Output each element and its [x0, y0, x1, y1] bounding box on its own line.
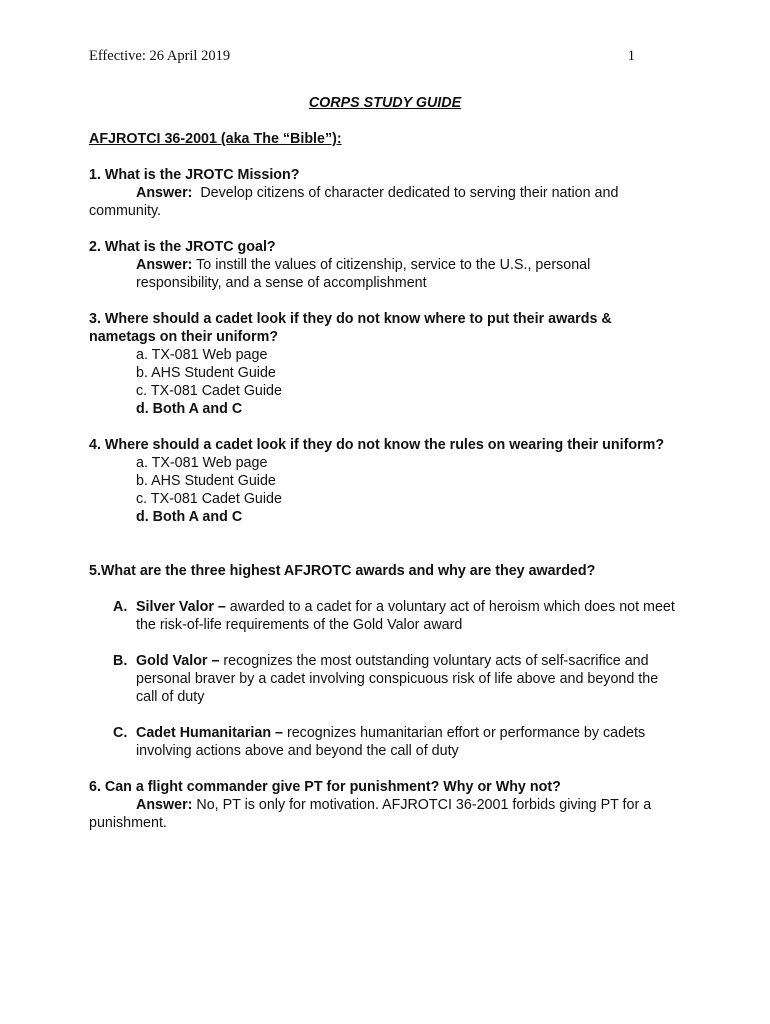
question-text: 4. Where should a cadet look if they do not know the rules on wearing their uniform? [89, 437, 665, 453]
option-d: d. Both A and C [136, 509, 243, 525]
option-b: b. AHS Student Guide [136, 365, 276, 381]
award-name: Cadet Humanitarian – [136, 725, 283, 741]
option-d: d. Both A and C [136, 401, 243, 417]
award-description: awarded to a cadet for a voluntary act of heroism which does not meet the risk-of-life requirements of the Gold Valor award [136, 599, 675, 633]
question-2 [89, 238, 679, 292]
award-name: Gold Valor – [136, 653, 220, 669]
section-subtitle: AFJROTCI 36-2001 (aka The “Bible”): [89, 131, 342, 147]
question-text: 2. What is the JROTC goal? [89, 239, 276, 255]
page-title: CORPS STUDY GUIDE [308, 95, 462, 111]
option-a: a. TX-081 Web page [136, 347, 268, 363]
answer-text: No, PT is only for motivation. AFJROTCI 36-2001 forbids giving PT for a punishment. [89, 797, 652, 831]
award-cadet-humanitarian [113, 724, 679, 760]
option-c: c. TX-081 Cadet Guide [136, 491, 282, 507]
document-body [89, 130, 679, 832]
options-list [89, 346, 679, 418]
answer-text: To instill the values of citizenship, service to the U.S., personal responsibility, and a sense of accomplishment [136, 257, 591, 291]
award-letter: C. [113, 725, 128, 741]
question-text: 6. Can a flight commander give PT for punishment? Why or Why not? [89, 779, 561, 795]
answer [89, 256, 679, 292]
option-c: c. TX-081 Cadet Guide [136, 383, 282, 399]
page-number: 1 [627, 48, 635, 64]
answer-label: Answer: [136, 257, 193, 273]
question-1 [89, 166, 679, 220]
award-letter: A. [113, 599, 128, 615]
option-b: b. AHS Student Guide [136, 473, 276, 489]
answer-label: Answer: [136, 185, 193, 201]
answer [89, 184, 679, 220]
options-list [89, 454, 679, 526]
option-a: a. TX-081 Web page [136, 455, 268, 471]
answer-text: Develop citizens of character dedicated to serving their nation and community. [89, 185, 619, 219]
award-name: Silver Valor – [136, 599, 226, 615]
award-letter: B. [113, 653, 128, 669]
question-text: 3. Where should a cadet look if they do not know where to put their awards & nametags on their uniform? [89, 311, 612, 345]
awards-list [89, 598, 679, 760]
award-silver-valor [113, 598, 679, 634]
question-3 [89, 310, 679, 418]
answer-label: Answer: [136, 797, 193, 813]
question-text: 5.What are the three highest AFJROTC awards and why are they awarded? [89, 563, 596, 579]
question-4 [89, 436, 679, 526]
question-6 [89, 778, 679, 832]
page-header [89, 48, 635, 65]
award-gold-valor [113, 652, 679, 706]
question-text: 1. What is the JROTC Mission? [89, 167, 300, 183]
question-5 [89, 562, 679, 760]
award-description: recognizes the most outstanding voluntary acts of self-sacrifice and personal braver by a cadet involving conspicuous risk of life above and beyond the call of duty [136, 653, 659, 705]
award-description: recognizes humanitarian effort or performance by cadets involving actions above and beyond the call of duty [136, 725, 646, 759]
effective-date: Effective: 26 April 2019 [89, 48, 231, 64]
answer [89, 796, 679, 832]
